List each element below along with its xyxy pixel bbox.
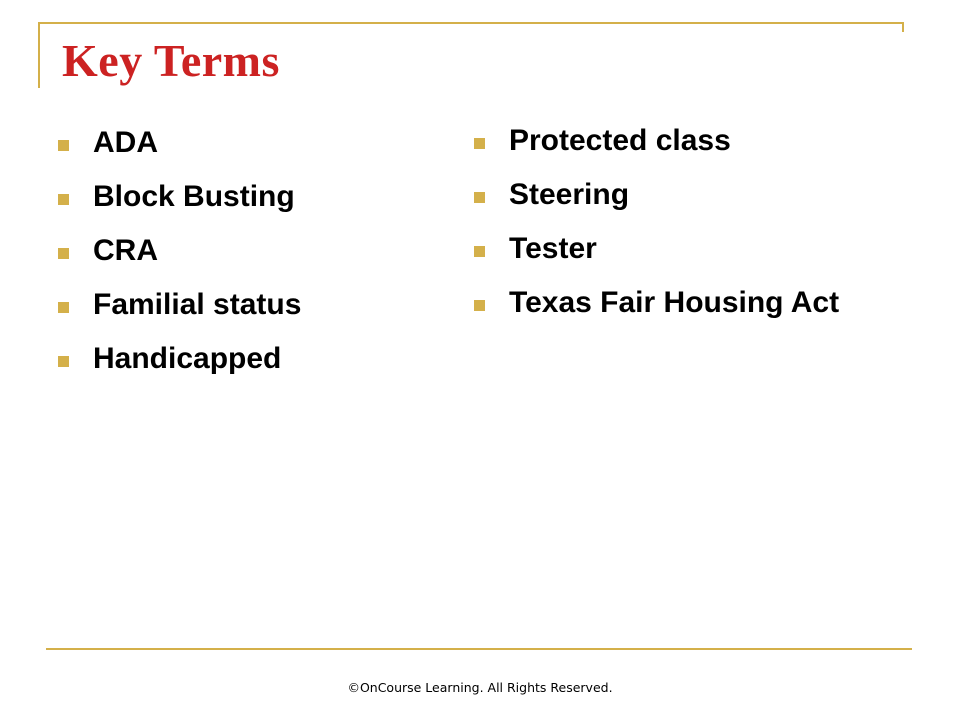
left-rule (38, 22, 40, 88)
term-text: Texas Fair Housing Act (509, 286, 840, 319)
term-text: Tester (509, 232, 597, 265)
term-text: ADA (93, 126, 158, 159)
square-bullet-icon (474, 192, 485, 203)
copyright-footer: ©OnCourse Learning. All Rights Reserved. (347, 680, 613, 695)
square-bullet-icon (58, 194, 69, 205)
term-text: Block Busting (93, 180, 295, 213)
term-text: CRA (93, 234, 158, 267)
square-bullet-icon (474, 246, 485, 257)
term-text: Steering (509, 178, 630, 211)
list-item (474, 177, 904, 213)
term-text: Handicapped (93, 342, 282, 375)
term-text: Protected class (509, 124, 731, 157)
term-text: Familial status (93, 288, 302, 321)
list-item (58, 233, 418, 269)
slide-title: Key Terms (62, 35, 280, 86)
right-rule (902, 22, 904, 32)
list-item (474, 231, 904, 267)
square-bullet-icon (474, 300, 485, 311)
list-item (58, 125, 418, 161)
list-item (58, 179, 418, 215)
bottom-rule (46, 648, 912, 650)
square-bullet-icon (58, 248, 69, 259)
list-item (474, 123, 904, 159)
square-bullet-icon (474, 138, 485, 149)
square-bullet-icon (58, 302, 69, 313)
list-item (474, 285, 904, 321)
square-bullet-icon (58, 140, 69, 151)
left-term-list (58, 125, 418, 395)
top-rule (40, 22, 904, 24)
list-item (58, 341, 418, 377)
right-term-list (474, 123, 904, 339)
list-item (58, 287, 418, 323)
square-bullet-icon (58, 356, 69, 367)
